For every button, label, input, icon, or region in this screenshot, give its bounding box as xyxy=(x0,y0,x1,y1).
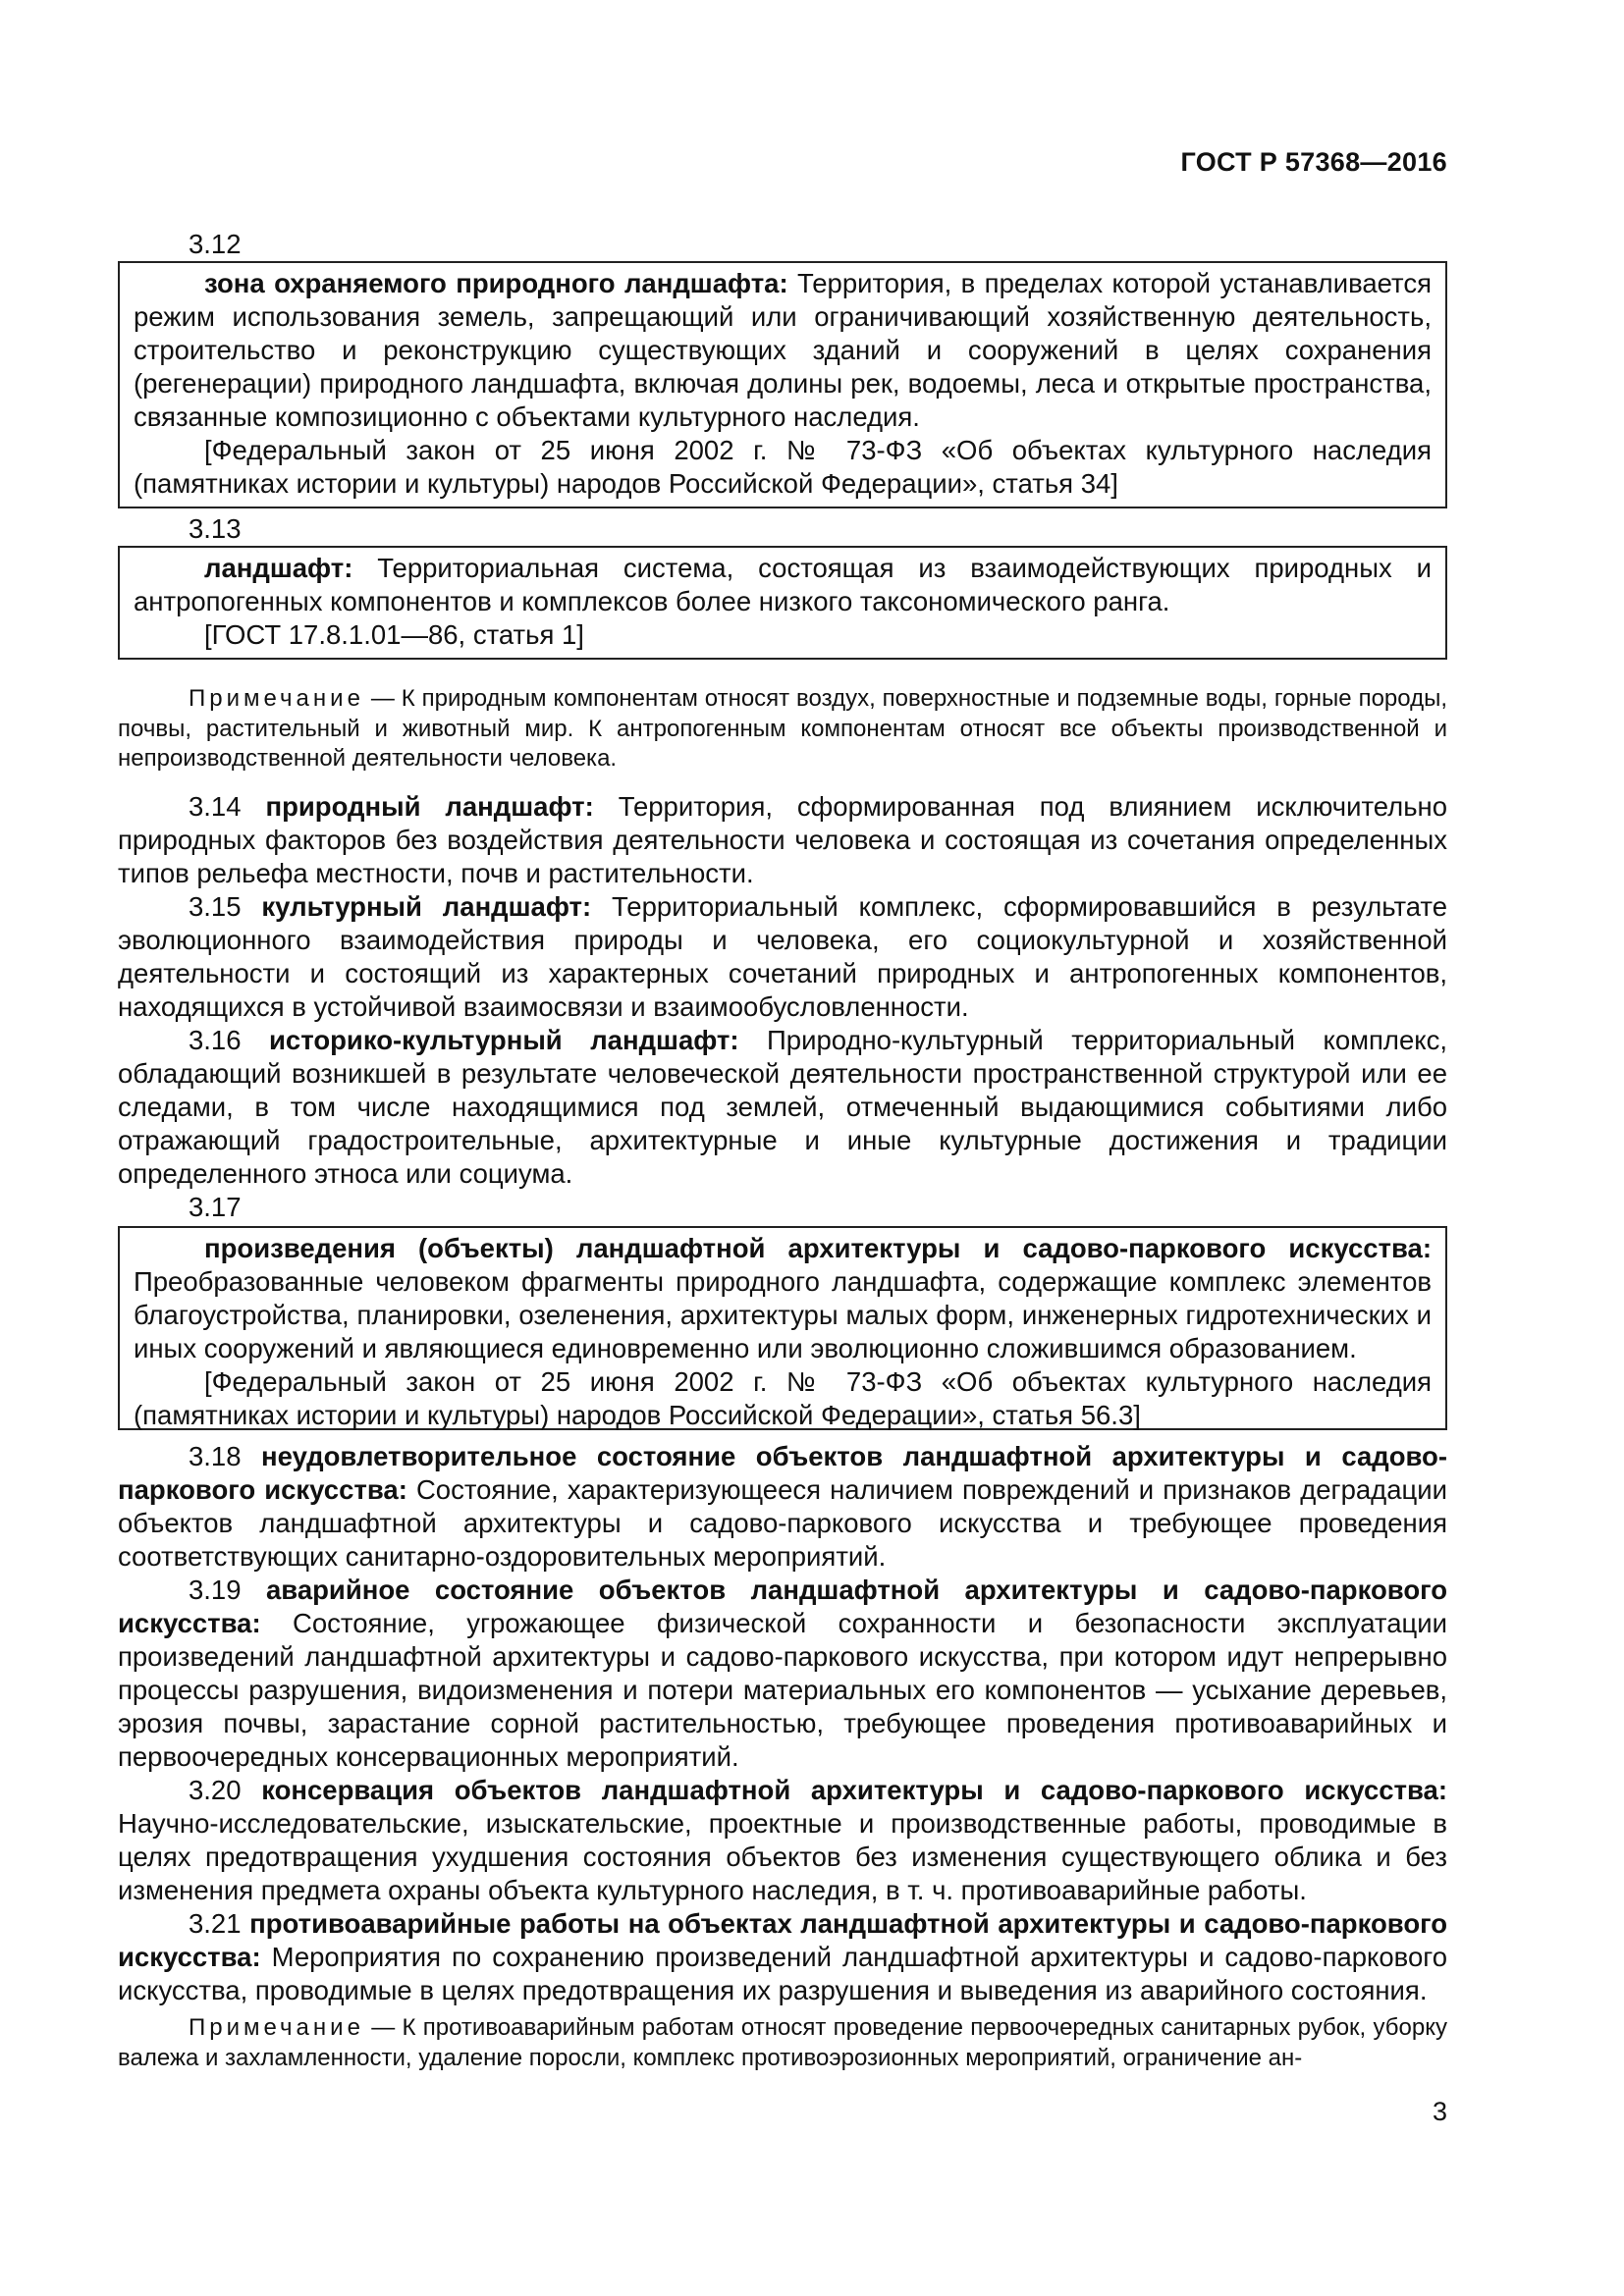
document-page xyxy=(118,0,1447,2296)
term-number: 3.17 xyxy=(189,1192,242,1222)
term-3-15: 3.15 культурный ландшафт: Территориальный комплекс, сформировавшийся в результате эволюционного взаимодействия природы и человека, его социокультурной и хозяйственной деятельности и состоящий из характерных сочетаний природных и антропогенных компонентов, находящихся в устойчивой взаимосвязи и взаимообусловленности. xyxy=(118,891,1447,1022)
definition-text: Территориальная система, состоящая из взаимодействующих природных и антропогенных компонентов и комплексов более низкого таксономического ранга. xyxy=(134,553,1432,616)
term-source: [ГОСТ 17.8.1.01—86, статья 1] xyxy=(204,619,584,650)
term-box-3-12 xyxy=(118,261,1447,508)
term-3-20: 3.20 консервация объектов ландшафтной архитектуры и садово-паркового искусства: Научно-исследовательские, изыскательские, проектные и производственные работы, проводимые в целях предотвращения ухудшения состояния объектов без изменения существующего облика и без изменения предмета охраны объекта культурного наследия, в т. ч. противоаварийные работы. xyxy=(118,1775,1447,1905)
note-1 xyxy=(118,684,1447,774)
term-name: природный ландшафт: xyxy=(265,791,594,822)
definition-text: Преобразованные человеком фрагменты природного ландшафта, содержащие комплекс элементов благоустройства, планировки, озеленения, архитектуры малых форм, инженерных гидротехнических и иных сооружений и являющиеся единовременно или эволюционно сложившимся образованием. xyxy=(134,1266,1432,1363)
note-text: — К противоаварийным работам относят проведение первоочередных санитарных рубок, уборку валежа и захламленности, удаление поросли, комплекс противоэрозионных мероприятий, ограничение ан- xyxy=(118,2014,1447,2071)
term-name: ландшафт: xyxy=(204,553,353,583)
term-name: историко-культурный ландшафт: xyxy=(269,1025,739,1055)
term-name: зона охраняемого природного ландшафта: xyxy=(204,268,788,298)
terms-3-18-to-3-21 xyxy=(118,1440,1447,2007)
note-2 xyxy=(118,2013,1447,2073)
note-label: Примечание xyxy=(189,685,364,712)
term-source: [Федеральный закон от 25 июня 2002 г. № 73-ФЗ «Об объектах культурного наследия (памятниках истории и культуры) народов Российской Федерации», статья 34] xyxy=(134,435,1432,499)
term-name: аварийное состояние объектов ландшафтной архитектуры и садово-паркового искусства: xyxy=(118,1575,1448,1638)
term-3-14: 3.14 природный ландшафт: Территория, сформированная под влиянием исключительно природных факторов без воздействия деятельности человека и состоящая из сочетания определенных типов рельефа местности, почв и растительности. xyxy=(118,791,1448,888)
note-text: — К природным компонентам относят воздух, поверхностные и подземные воды, горные породы, почвы, растительный и животный мир. К антропогенным компонентам относят все объекты производственной и непроизводственной деятельности человека. xyxy=(118,685,1447,772)
standard-code: ГОСТ Р 57368—2016 xyxy=(1180,147,1447,177)
term-box-3-13 xyxy=(118,546,1447,660)
definition-text: Территория, в пределах которой устанавливается режим использования земель, запрещающий или ограничивающий хозяйственную деятельность, строительство и реконструкцию существующих зданий и сооружений в целях сохранения (регенерации) природного ландшафта, включая долины рек, водоемы, леса и открытые пространства, связанные композиционно с объектами культурного наследия. xyxy=(134,268,1432,432)
term-name: неудовлетворительное состояние объектов ландшафтной архитектуры и садово-паркового искусства: xyxy=(118,1441,1448,1505)
term-name: произведения (объекты) ландшафтной архитектуры и садово-паркового искусства: xyxy=(204,1233,1432,1263)
term-number: 3.13 xyxy=(189,513,242,544)
term-definition xyxy=(134,552,1432,618)
terms-3-14-to-3-16 xyxy=(118,790,1447,1191)
term-3-16: 3.16 историко-культурный ландшафт: Природно-культурный территориальный комплекс, обладающий возникшей в результате человеческой деятельности пространственной структурой или ее следами, в том числе находящимися под землей, отмеченный выдающимися событиями либо отражающий градостроительные, архитектурные и иные культурные достижения и традиции определенного этноса или социума. xyxy=(118,1025,1447,1189)
term-source: [Федеральный закон от 25 июня 2002 г. № 73-ФЗ «Об объектах культурного наследия (памятниках истории и культуры) народов Российской Федерации», статья 56.3] xyxy=(134,1366,1432,1430)
term-box-3-17 xyxy=(118,1226,1447,1430)
term-definition xyxy=(134,1232,1432,1365)
term-name: противоаварийные работы на объектах ландшафтной архитектуры и садово-паркового искусства: xyxy=(118,1908,1448,1972)
term-3-19: 3.19 аварийное состояние объектов ландшафтной архитектуры и садово-паркового искусства: Состояние, угрожающее физической сохранности и безопасности эксплуатации произведений ландшафтной архитектуры и садово-паркового искусства, при котором идут непрерывно процессы разрушения, видоизменения и потери материальных его компонентов — усыхание деревьев, эрозия почвы, зарастание сорной растительностью, требующее проведения противоаварийных и первоочередных консервационных мероприятий. xyxy=(118,1575,1448,1772)
term-number: 3.12 xyxy=(189,229,242,259)
note-label: Примечание xyxy=(189,2014,364,2041)
term-definition xyxy=(134,267,1432,434)
term-name: культурный ландшафт: xyxy=(261,891,592,922)
term-3-18: 3.18 неудовлетворительное состояние объектов ландшафтной архитектуры и садово-паркового искусства: Состояние, характеризующееся наличием повреждений и признаков деградации объектов ландшафтной архитектуры и садово-паркового искусства и требующее проведения соответствующих санитарно-оздоровительных мероприятий. xyxy=(118,1441,1448,1572)
term-name: консервация объектов ландшафтной архитектуры и садово-паркового искусства: xyxy=(261,1775,1447,1805)
page-number: 3 xyxy=(1432,2097,1447,2126)
term-3-21: 3.21 противоаварийные работы на объектах ландшафтной архитектуры и садово-паркового искусства: Мероприятия по сохранению произведений ландшафтной архитектуры и садово-паркового искусства, проводимые в целях предотвращения их разрушения и выведения из аварийного состояния. xyxy=(118,1908,1448,2005)
